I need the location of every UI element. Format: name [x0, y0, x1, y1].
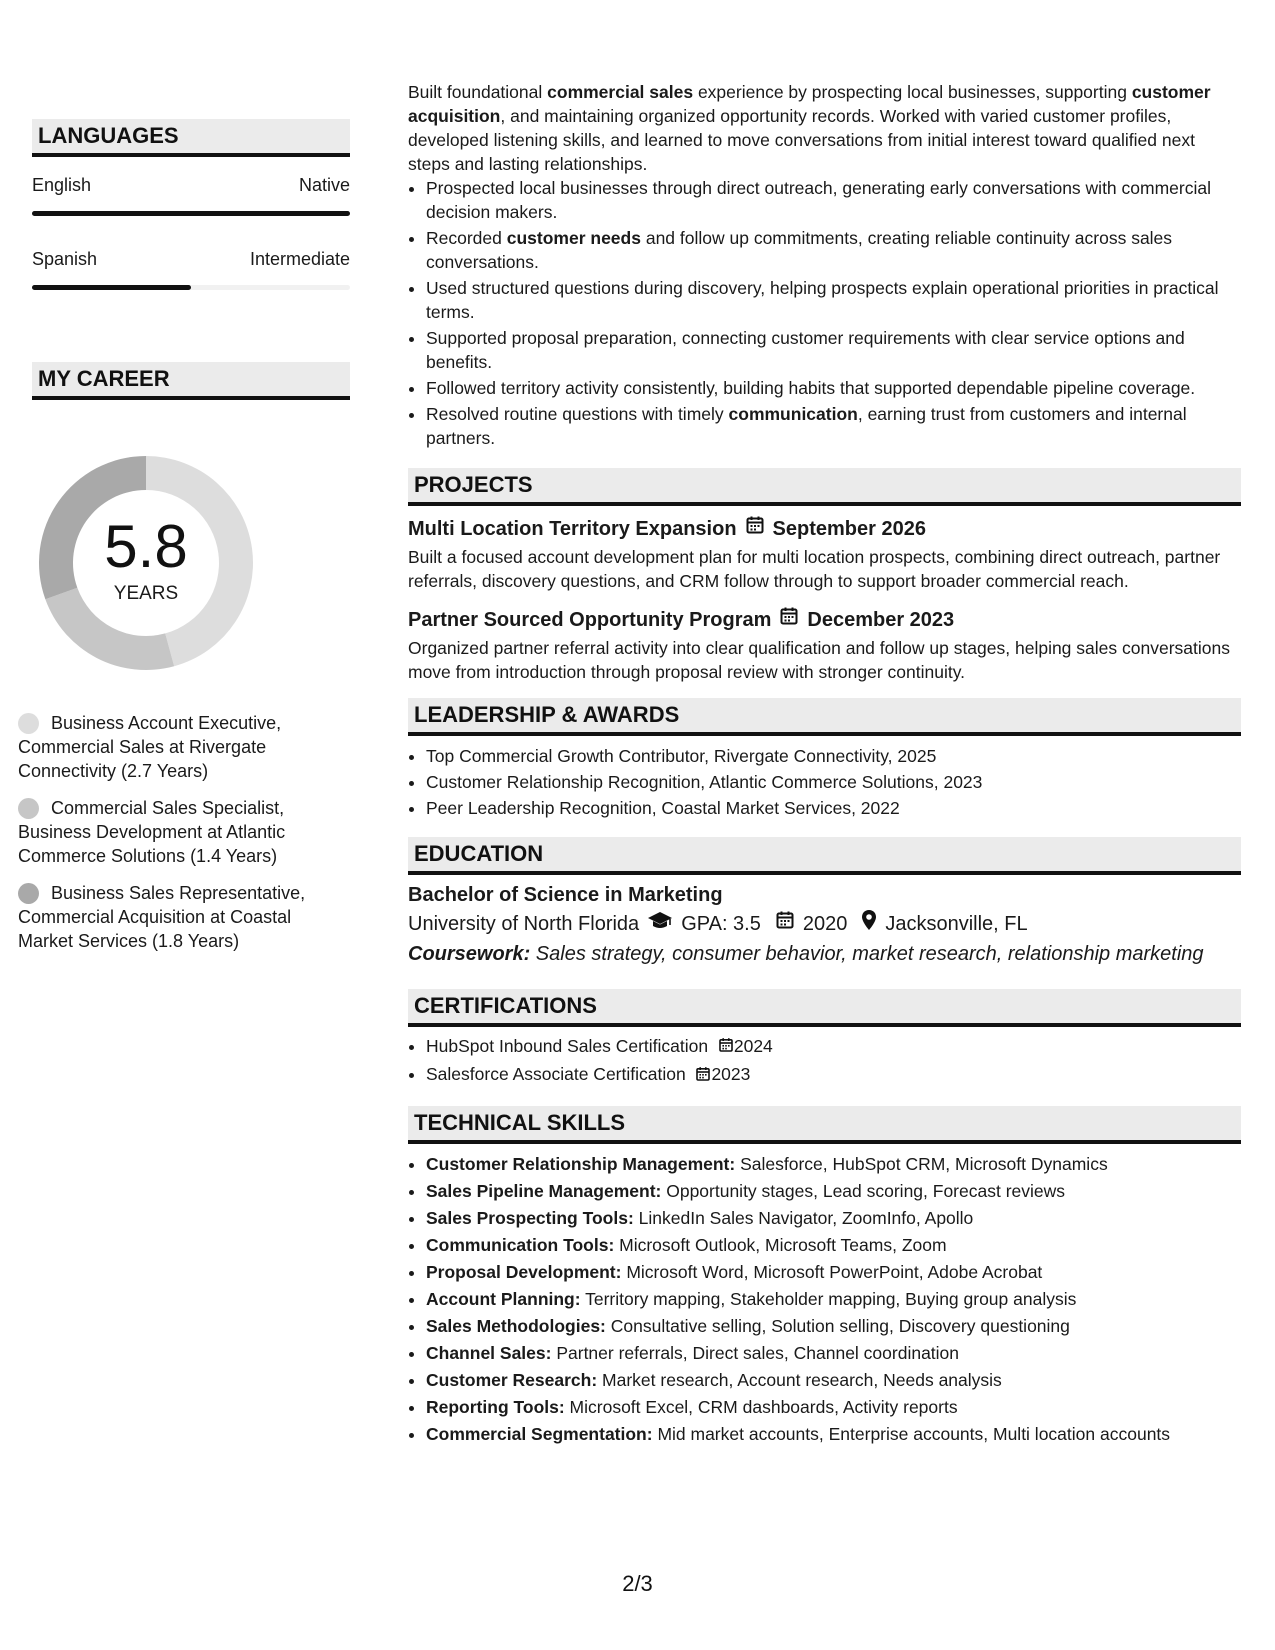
- school-name: University of North Florida: [408, 913, 640, 935]
- legend-dot-icon: [18, 798, 39, 819]
- project-description: Organized partner referral activity into clear qualification and follow up stages, helping sales conversations move from introduction through proposal review with stronger continuity.: [408, 638, 1230, 682]
- projects-heading: PROJECTS: [408, 468, 1241, 506]
- graduation-year: 2020: [802, 913, 848, 935]
- language-name: English: [32, 175, 92, 195]
- list-item: [426, 1062, 1241, 1087]
- skills-heading: TECHNICAL SKILLS: [408, 1106, 1241, 1144]
- certification-name: Salesforce Associate Certification: [426, 1064, 686, 1085]
- career-legend: [18, 711, 308, 966]
- experience-bullets: [408, 176, 1241, 450]
- certifications-list: [408, 1034, 1241, 1088]
- list-item: • Customer Relationship Recognition, Atlantic Commerce Solutions, 2023: [426, 770, 1241, 794]
- school-location: Jacksonville, FL: [885, 913, 1028, 935]
- career-legend-item: [18, 711, 308, 783]
- list-item: • Commercial Segmentation: Mid market accounts, Enterprise accounts, Multi location accounts: [426, 1421, 1241, 1448]
- legend-dot-icon: [18, 883, 39, 904]
- legend-dot-icon: [18, 713, 39, 734]
- languages-heading: LANGUAGES: [32, 119, 350, 157]
- career-donut-chart: [32, 449, 260, 677]
- degree-title: Bachelor of Science in Marketing: [408, 884, 723, 906]
- calendar-icon: [718, 1035, 734, 1059]
- language-proficiency-bar: [32, 285, 350, 290]
- project-header: [408, 515, 1241, 542]
- list-item: • Customer Relationship Management: Salesforce, HubSpot CRM, Microsoft Dynamics: [426, 1151, 1241, 1178]
- list-item: • Reporting Tools: Microsoft Excel, CRM dashboards, Activity reports: [426, 1394, 1241, 1421]
- career-legend-item: [18, 881, 308, 953]
- career-legend-item: [18, 796, 308, 868]
- project-description: Built a focused account development plan for multi location prospects, combining direct outreach, partner referrals, discovery questions, and CRM follow through to support broader commercial reach.: [408, 547, 1221, 591]
- calendar-icon: [779, 606, 799, 633]
- language-item: [32, 175, 350, 216]
- project-date: December 2023: [807, 608, 955, 631]
- language-item: [32, 249, 350, 290]
- list-item: • Recorded customer needs and follow up commitments, creating reliable continuity across sales conversations.: [426, 226, 1241, 274]
- project-header: [408, 606, 1241, 633]
- career-heading: MY CAREER: [32, 362, 350, 400]
- career-role-text: Commercial Sales Specialist, Business Development at Atlantic Commerce Solutions (1.4 Years): [18, 798, 286, 866]
- project-title: Multi Location Territory Expansion: [408, 517, 737, 540]
- list-item: • Sales Prospecting Tools: LinkedIn Sales Navigator, ZoomInfo, Apollo: [426, 1205, 1241, 1232]
- list-item: • Proposal Development: Microsoft Word, Microsoft PowerPoint, Adobe Acrobat: [426, 1259, 1241, 1286]
- list-item: • Communication Tools: Microsoft Outlook, Microsoft Teams, Zoom: [426, 1232, 1241, 1259]
- list-item: • Channel Sales: Partner referrals, Direct sales, Channel coordination: [426, 1340, 1241, 1367]
- career-role-text: Business Account Executive, Commercial Sales at Rivergate Connectivity (2.7 Years): [18, 713, 282, 781]
- language-level: Native: [298, 175, 350, 195]
- leadership-heading: LEADERSHIP & AWARDS: [408, 698, 1241, 736]
- list-item: • Sales Pipeline Management: Opportunity stages, Lead scoring, Forecast reviews: [426, 1178, 1241, 1205]
- list-item: • Account Planning: Territory mapping, Stakeholder mapping, Buying group analysis: [426, 1286, 1241, 1313]
- list-item: • Top Commercial Growth Contributor, Rivergate Connectivity, 2025: [426, 744, 1241, 768]
- certification-year: 2023: [711, 1064, 751, 1085]
- gpa: GPA: 3.5: [681, 913, 761, 935]
- coursework-text: Sales strategy, consumer behavior, market research, relationship marketing: [530, 943, 1204, 965]
- map-pin-icon: [861, 909, 877, 939]
- project-date: September 2026: [772, 517, 926, 540]
- calendar-icon: [745, 515, 765, 542]
- sidebar: [32, 119, 350, 400]
- experience-summary: Built foundational commercial sales experience by prospecting local businesses, supporting customer acquisition, and maintaining organized opportunity records. Worked with varied customer profiles, developed listening skills, and learned to move conversations from initial interest toward qualified next steps and lasting relationships.: [408, 82, 1211, 174]
- language-proficiency-fill: [32, 285, 191, 290]
- language-proficiency-bar: [32, 211, 350, 216]
- list-item: • Resolved routine questions with timely communication, earning trust from customers and internal partners.: [426, 402, 1241, 450]
- career-total-unit: YEARS: [113, 583, 179, 604]
- career-role-text: Business Sales Representative, Commercial Acquisition at Coastal Market Services (1.8 Years): [18, 883, 306, 951]
- list-item: • Supported proposal preparation, connecting customer requirements with clear service options and benefits.: [426, 326, 1241, 374]
- education-details: [408, 909, 1241, 939]
- list-item: • Customer Research: Market research, Account research, Needs analysis: [426, 1367, 1241, 1394]
- certification-name: HubSpot Inbound Sales Certification: [426, 1036, 709, 1056]
- language-level: Intermediate: [249, 249, 350, 269]
- certification-year: 2024: [733, 1036, 773, 1056]
- list-item: • Sales Methodologies: Consultative selling, Solution selling, Discovery questioning: [426, 1313, 1241, 1340]
- calendar-icon: [775, 910, 795, 938]
- page-number: 2/3: [622, 1571, 653, 1596]
- main-content: [408, 80, 1241, 1448]
- list-item: • Used structured questions during discovery, helping prospects explain operational priorities in practical terms.: [426, 276, 1241, 324]
- certifications-heading: CERTIFICATIONS: [408, 989, 1241, 1027]
- career-total-years: 5.8: [104, 513, 188, 580]
- list-item: [426, 1034, 1241, 1059]
- list-item: • Followed territory activity consistently, building habits that supported dependable pipeline coverage.: [426, 376, 1241, 400]
- language-proficiency-fill: [32, 211, 350, 216]
- list-item: • Peer Leadership Recognition, Coastal Market Services, 2022: [426, 796, 1241, 820]
- calendar-icon: [695, 1064, 711, 1088]
- list-item: • Prospected local businesses through direct outreach, generating early conversations with commercial decision makers.: [426, 176, 1241, 224]
- skills-list: [408, 1151, 1241, 1448]
- project-title: Partner Sourced Opportunity Program: [408, 608, 772, 631]
- language-name: Spanish: [32, 249, 98, 269]
- education-heading: EDUCATION: [408, 837, 1241, 875]
- coursework: [408, 940, 1241, 968]
- graduation-cap-icon: [647, 910, 673, 938]
- coursework-label: Coursework:: [408, 943, 531, 965]
- leadership-list: [408, 744, 1241, 820]
